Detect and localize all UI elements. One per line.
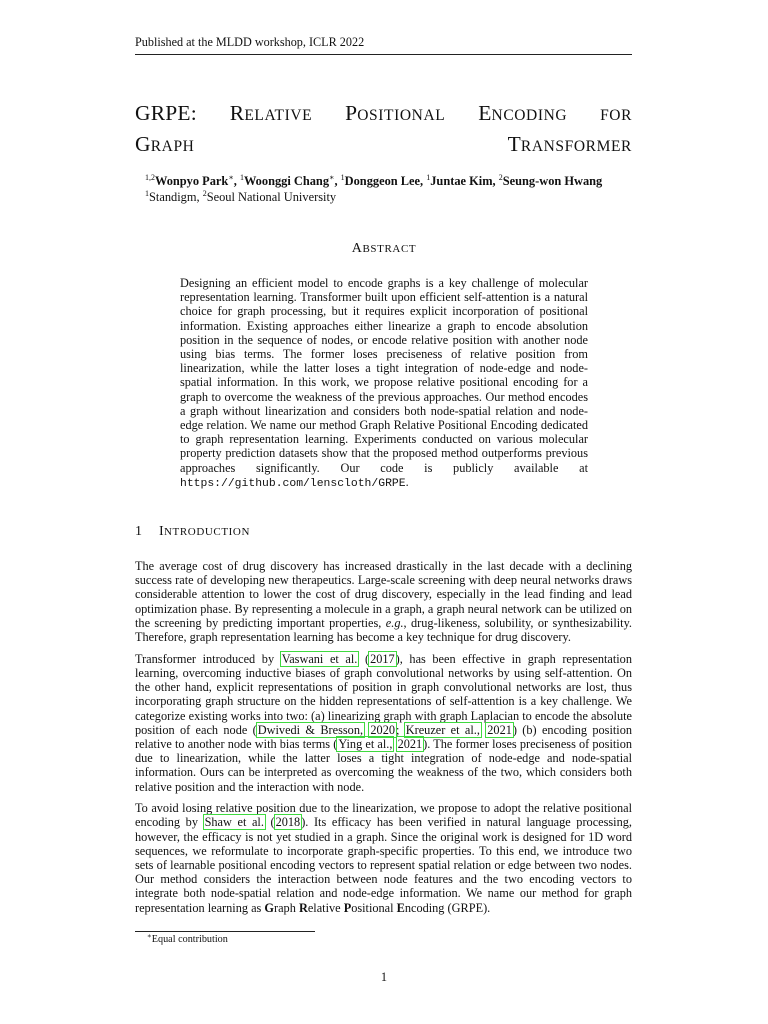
author-name: Seung-won Hwang [502, 174, 603, 188]
citation-link[interactable]: 2021 [487, 722, 512, 737]
author-name: Donggeon Lee [344, 174, 421, 188]
author-list: $^{1,2}$Wonpyo Park∗, $^1$Woonggi Chang∗, $^1$Donggeon Lee, $^1$Juntae Kim, $^2$Seung-won Hwang [145, 173, 603, 188]
introduction-body [135, 559, 632, 922]
footnote-rule [135, 931, 315, 932]
author-name: Juntae Kim [430, 174, 493, 188]
author-name: Wonpyo Park [155, 174, 229, 188]
paper-title [135, 99, 632, 161]
author-name: Woonggi Chang [243, 174, 330, 188]
running-header: Published at the MLDD workshop, ICLR 2022 [135, 35, 632, 55]
citation-link[interactable]: Vaswani et al. [281, 651, 358, 666]
citation-link[interactable]: Dwivedi & Bresson, [257, 722, 364, 737]
citation-link[interactable]: 2020 [370, 722, 395, 737]
paragraph-2: Transformer introduced by Vaswani et al. (2017), has been effective in graph representation learning, overcoming inductive biases of graph convolutional networks by using self-attention. On the other hand, explicit representations of position in graph convolutional networks are lost, thus incorporating graph structure on the hidden representations of self-attention is a key challenge. We categorize existing works into two: (a) linearizing graph with graph Laplacian to encode the absolute position of each node (Dwivedi & Bresson, 2020; Kreuzer et al., 2021) (b) encoding position relative to another node with bias terms (Ying et al., 2021). The former loses preciseness of position due to linearization, while the latter loses a tight integration of node-edge and node-spatial information. Ours can be interpreted as overcoming the weakness of the two, which considers both relative position and the interaction with node. [135, 651, 633, 794]
title-line-2: GRAPH TRANSFORMER [135, 132, 632, 156]
paragraph-3: To avoid losing relative position due to the linearization, we propose to adopt the relative positional encoding by Shaw et al. (2018). Its efficacy has been verified in natural language processing, however, the efficacy is not yet studied in a graph. Since the original work is designed for 1D word sequences, we reformulate to incorporate graph-specific properties. To this end, we introduce two sets of learnable positional encoding vectors to represent spatial relation or edge between two nodes. Our method considers the interaction between node features and the two encoding vectors to integrate both node-spatial relation and node-edge information. We name our method for graph representation learning as Graph Relative Positional Encoding (GRPE). [135, 801, 632, 915]
citation-link[interactable]: Kreuzer et al., [405, 722, 480, 737]
citation-link[interactable]: 2018 [275, 815, 301, 830]
page-number: 1 [380, 970, 388, 984]
citation-link[interactable]: Ying et al., [338, 736, 393, 751]
citation-link[interactable]: 2021 [397, 736, 423, 751]
citation-link[interactable]: Shaw et al. [204, 815, 264, 830]
footnote: ∗Equal contribution [147, 932, 228, 945]
section-heading-introduction: 1 INTRODUCTION [135, 524, 251, 539]
abstract-body: Designing an efficient model to encode graphs is a key challenge of molecular representation learning. Transformer built upon efficient self-attention is a natural choice for graph processing, but it requires explicit incorporation of positional information. Existing approaches either linearize a graph to encode absolution position in the sequence of nodes, or encode relative position with another node using bias terms. The former loses preciseness of relative position from linearization, while the latter loses a tight integration of node-edge and node-spatial information. In this work, we propose relative positional encoding for a graph to overcome the weakness of the previous approaches. Our method encodes a graph without linearization and considers both node-spatial relation and node-edge relation. We name our method Graph Relative Positional Encoding dedicated to graph representation learning. Experiments conducted on various molecular property prediction datasets show that the proposed method outperforms previous approaches significantly. Our code is publicly available at https://github.com/lenscloth/GRPE. [180, 276, 588, 490]
abstract-heading: ABSTRACT [351, 241, 417, 256]
title-line-1: GRPE: RELATIVE POSITIONAL ENCODING FOR [135, 101, 633, 125]
paragraph-1: The average cost of drug discovery has increased drastically in the last decade with a declining success rate of developing new therapeutics. Large-scale screening with deep neural networks draws considerable attention to lower the cost of drug discovery, especially in the lead finding and lead optimization phase. By representing a molecule in a graph, a graph neural network can be utilized on the screening by predicting important properties, e.g., drug-likeness, solubility, or synthesizability. Therefore, graph representation learning has become a key technique for drug discovery. [135, 559, 633, 645]
code-url-link[interactable]: https://github.com/lenscloth/GRPE [180, 477, 406, 490]
affiliations: $^1$Standigm, $^2$Seoul National University [145, 189, 337, 204]
citation-link[interactable]: 2017 [370, 651, 395, 666]
